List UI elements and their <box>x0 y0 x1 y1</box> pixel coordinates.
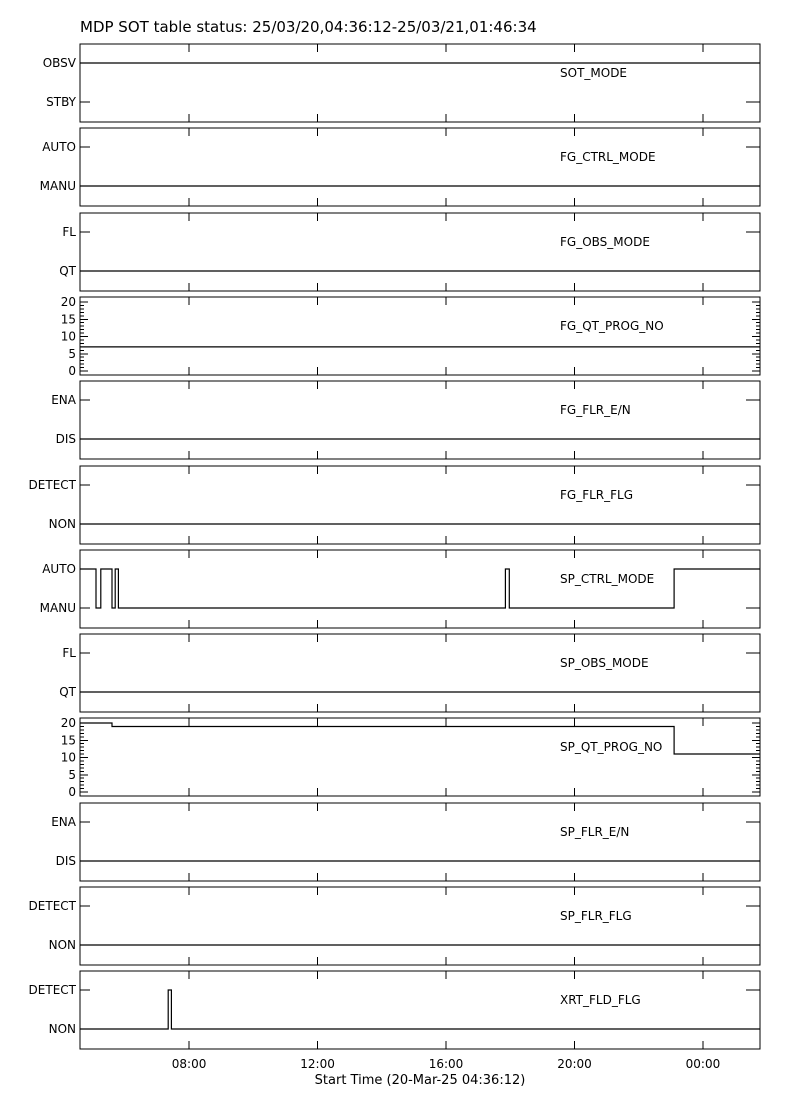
y-tick-label: 5 <box>68 767 76 782</box>
panel-frame <box>80 803 760 881</box>
y-tick-label: OBSV <box>42 56 76 70</box>
panel-label: SP_FLR_E/N <box>560 825 630 839</box>
y-tick-label: ENA <box>51 815 76 829</box>
panel-sp-ctrl-mode <box>40 550 760 628</box>
panel-frame <box>80 381 760 459</box>
panel-frame <box>80 718 760 796</box>
x-tick-label: 08:00 <box>171 1057 207 1071</box>
y-tick-label: NON <box>48 517 76 531</box>
panel-label: FG_FLR_FLG <box>560 488 634 502</box>
panel-fg-flr-e-n <box>51 381 760 459</box>
panel-label: XRT_FLD_FLG <box>560 993 641 1007</box>
x-axis <box>172 1057 720 1071</box>
series-line-sp-ctrl-mode <box>80 569 760 608</box>
panel-frame <box>80 213 760 291</box>
y-tick-label: AUTO <box>42 140 76 154</box>
y-tick-label: DIS <box>55 432 76 446</box>
panel-fg-obs-mode <box>59 213 760 291</box>
panel-frame <box>80 550 760 628</box>
y-tick-label: 20 <box>60 295 76 309</box>
panel-fg-flr-flg <box>29 466 760 544</box>
panel-label: FG_OBS_MODE <box>560 235 650 249</box>
x-axis-title: Start Time (20-Mar-25 04:36:12) <box>314 1073 526 1088</box>
y-tick-label: DETECT <box>28 478 76 492</box>
y-tick-label: MANU <box>39 179 76 193</box>
panel-sp-flr-flg <box>29 887 760 965</box>
panel-label: SOT_MODE <box>560 66 628 80</box>
panel-label: SP_QT_PROG_NO <box>560 740 663 754</box>
y-tick-label: 15 <box>60 733 76 748</box>
y-tick-label: AUTO <box>42 562 76 576</box>
x-tick-label: 12:00 <box>300 1057 335 1071</box>
x-tick-label: 20:00 <box>557 1057 592 1071</box>
y-tick-label: 10 <box>60 750 76 765</box>
y-tick-label: DETECT <box>28 899 76 913</box>
panel-label: SP_CTRL_MODE <box>560 572 655 586</box>
panel-frame <box>80 466 760 544</box>
y-tick-label: DETECT <box>28 983 76 997</box>
panel-fg-qt-prog-no <box>61 295 760 378</box>
panel-label: SP_FLR_FLG <box>560 909 632 923</box>
panels-group <box>29 44 760 1049</box>
panel-sot-mode <box>43 44 760 122</box>
panel-frame <box>80 887 760 965</box>
y-tick-label: MANU <box>39 601 76 615</box>
y-tick-label: NON <box>48 1022 76 1036</box>
panel-label: FG_CTRL_MODE <box>560 150 656 164</box>
x-tick-label: 00:00 <box>685 1057 721 1071</box>
y-tick-label: 15 <box>60 312 76 327</box>
y-tick-label: 5 <box>68 346 76 361</box>
panel-sp-qt-prog-no <box>61 716 760 799</box>
chart-title: MDP SOT table status: 25/03/20,04:36:12-25/03/21,01:46:34 <box>80 18 537 36</box>
y-tick-label: NON <box>48 938 76 952</box>
x-tick-label: 16:00 <box>428 1057 464 1071</box>
y-tick-label: ENA <box>51 393 76 407</box>
y-tick-label: 20 <box>60 716 76 730</box>
panel-label: FG_QT_PROG_NO <box>560 319 664 333</box>
y-tick-label: QT <box>59 264 76 278</box>
y-tick-label: DIS <box>55 854 76 868</box>
y-tick-label: STBY <box>46 95 76 109</box>
y-tick-label: 10 <box>60 329 76 344</box>
panel-frame <box>80 634 760 712</box>
y-tick-label: 0 <box>68 785 76 799</box>
panel-sp-obs-mode <box>59 634 760 712</box>
panel-label: SP_OBS_MODE <box>560 656 649 670</box>
panel-frame <box>80 44 760 122</box>
y-tick-label: QT <box>59 685 76 699</box>
panel-xrt-fld-flg <box>29 971 760 1049</box>
series-line-xrt-fld-flg <box>80 990 760 1029</box>
panel-frame <box>80 971 760 1049</box>
y-tick-label: FL <box>62 225 76 239</box>
panel-frame <box>80 128 760 206</box>
panel-frame <box>80 297 760 375</box>
panel-sp-flr-e-n <box>51 803 760 881</box>
panel-fg-ctrl-mode <box>40 128 760 206</box>
panel-label: FG_FLR_E/N <box>560 403 631 417</box>
y-tick-label: FL <box>62 646 76 660</box>
y-tick-label: 0 <box>68 364 76 378</box>
